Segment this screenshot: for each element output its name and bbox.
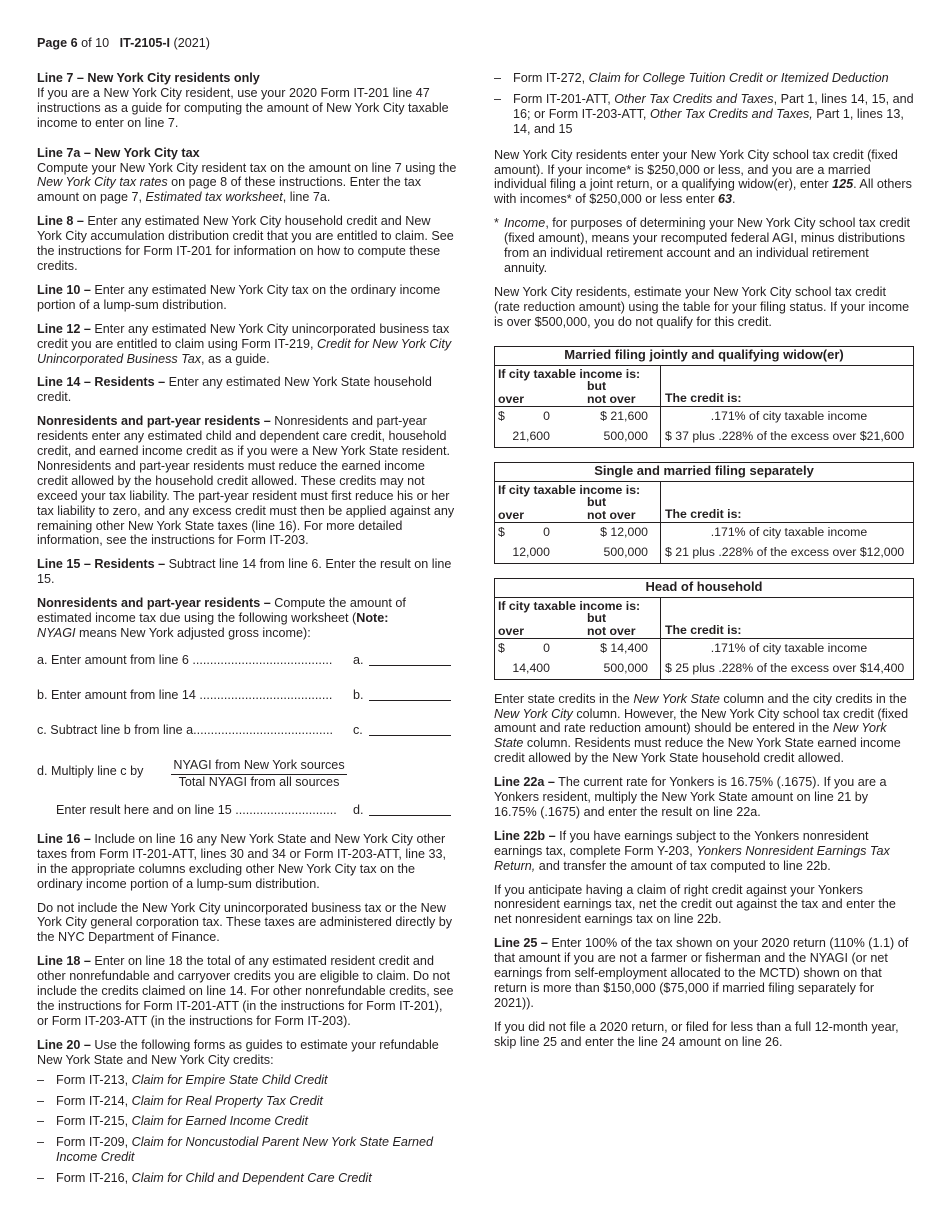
list-item: – Form IT-201-ATT, Other Tax Credits and Taxes, Part 1, lines 14, 15, and 16; or Form IT-203-ATT, Other Tax Credits and Taxes, Part 1, lines 13, 14, and 15 [494, 91, 914, 136]
worksheet-blank-b[interactable] [369, 700, 451, 701]
line7a-section [37, 146, 457, 206]
list-item: – Form IT-215, Claim for Earned Income Credit [37, 1114, 308, 1129]
claim-of-right-paragraph: If you anticipate having a claim of right credit against your Yonkers nonresident earnings tax, net the credit out against the tax and enter the net nonresident earnings tax on line 22b. [494, 882, 896, 927]
table-row: 14,400 500,000 $ 25 plus .228% of the excess over $14,400 [495, 659, 914, 680]
table-title: Head of household [495, 578, 914, 597]
table-row: $ 0 $ 21,600 .171% of city taxable income [495, 406, 914, 427]
list-item: – Form IT-214, Claim for Real Property Tax Credit [37, 1093, 323, 1108]
table-row: $ 0 $ 14,400 .171% of city taxable income [495, 638, 914, 659]
worksheet-line-c: c. Subtract line b from line a........................................ c. [37, 723, 457, 738]
credit-table [494, 346, 914, 448]
line20-paragraph: Line 20 – Use the following forms as guides to estimate your refundable New York State and New York City credits: [37, 1037, 439, 1067]
list-item: – Form IT-216, Claim for Child and Dependent Care Credit [37, 1171, 372, 1186]
line7a-text: Compute your New York City resident tax on the amount on line 7 using the New York City tax rates on page 8 of these instructions. Enter the tax amount on page 7, Estimated tax worksheet, line 7a. [37, 160, 457, 205]
line14-paragraph: Line 14 – Residents – Enter any estimated New York State household credit. [37, 375, 432, 405]
line7a-heading: Line 7a – New York City tax [37, 145, 200, 160]
do-not-include-paragraph: Do not include the New York City unincorporated business tax or the New York City general corporation tax. These taxes are administered directly by the NYC Department of Finance. [37, 900, 453, 945]
worksheet-line-a: a. Enter amount from line 6 ........................................ a. [37, 653, 457, 668]
table-title: Married filing jointly and qualifying widow(er) [495, 346, 914, 365]
table-title: Single and married filing separately [495, 462, 914, 481]
nonresidents-paragraph: Nonresidents and part-year residents – Nonresidents and part-year residents enter any estimated child and dependent care credit, household credit, and earned income credit as if you were a New York State resident. Nonresidents and part-year residents must reduce the earned income credit allowed by the household credit allowed. These credits may not exceed your tax liability. The part-year resident must first reduce his or her tax liability to zero, and any excess credit must then be applied against any remaining other New York State taxes (line 16). For more detailed information, see the instructions for Form IT-203. [37, 414, 455, 548]
page-total: of 10 [81, 36, 110, 50]
line16-paragraph: Line 16 – Include on line 16 any New York State and New York City other taxes from Form IT-201-ATT, lines 30 and 34 or Form IT-203-ATT, line 33, in the appropriate columns excluding other New York City tax on the ordinary income portion of a lump-sum distribution. [37, 831, 446, 891]
right-column [494, 71, 914, 1059]
table-header: If city taxable income is: but over not over The credit is: [495, 597, 914, 638]
table-header: If city taxable income is: but over not over The credit is: [495, 481, 914, 522]
no-return-paragraph: If you did not file a 2020 return, or filed for less than a full 12-month year, skip line 25 and enter the line 24 amount on line 26. [494, 1019, 899, 1049]
credit-table [494, 578, 914, 680]
worksheet-blank-d[interactable] [369, 815, 451, 816]
line18-paragraph: Line 18 – Enter on line 18 the total of any estimated resident credit and other nonrefundable and carryover credits you are eligible to claim. Do not include the credits claimed on line 14. For other nonrefundable credits, see the instructions for Form IT-201-ATT (in the instructions for Form IT-201), or Form IT-203-ATT (in the instructions for Form IT-203). [37, 954, 454, 1028]
line15-paragraph: Line 15 – Residents – Subtract line 14 from line 6. Enter the result on line 15. [37, 557, 452, 587]
line8-paragraph: Line 8 – Enter any estimated New York City household credit and New York City accumulation distribution credit that you are entitled to claim. See the instructions for Form IT-201 for information on how to compute these credits. [37, 214, 454, 273]
credit-table [494, 462, 914, 564]
page-header [37, 36, 210, 51]
credit-tables [494, 346, 914, 680]
line7-heading: Line 7 – New York City residents only [37, 71, 260, 85]
form-year: (2021) [173, 36, 210, 50]
line22b-paragraph: Line 22b – If you have earnings subject to the Yonkers nonresident earnings tax, complete Form Y-203, Yonkers Nonresident Earnings Tax Return, and transfer the amount of tax computed to line 22b. [494, 828, 890, 873]
form-number: IT-2105-I [119, 36, 171, 50]
income-footnote: * Income, for purposes of determining your New York City school tax credit (fixed amount), means your recomputed federal AGI, minus distributions from an individual retirement account and an individual retirement annuity. [494, 216, 911, 275]
worksheet-line-d-result: Enter result here and on line 15 ............................. d. [37, 803, 457, 818]
worksheet-line-b: b. Enter amount from line 14 ...................................... b. [37, 688, 457, 703]
table-row: 12,000 500,000 $ 21 plus .228% of the excess over $12,000 [495, 543, 914, 564]
worksheet-blank-c[interactable] [369, 735, 451, 736]
line12-paragraph: Line 12 – Enter any estimated New York City unincorporated business tax credit you are entitled to claim using Form IT-219, Credit for New York City Unincorporated Business Tax, as a guide. [37, 321, 452, 366]
list-item: – Form IT-272, Claim for College Tuition Credit or Itemized Deduction [494, 71, 889, 85]
worksheet-blank-a[interactable] [369, 665, 451, 666]
estimated-tax-worksheet [37, 653, 457, 818]
list-item: – Form IT-209, Claim for Noncustodial Parent New York State Earned Income Credit [37, 1135, 434, 1165]
nonresidents-worksheet-intro: Nonresidents and part-year residents – Compute the amount of estimated income tax due using the following worksheet (Note: NYAGI means New York adjusted gross income): [37, 596, 406, 640]
state-credits-paragraph: Enter state credits in the New York State column and the city credits in the New York City column. However, the New York City school tax credit (fixed amount and rate reduction amount) should be entered in the New York State column. Residents must reduce the New York State earned income credit allowed by the New York State household credit allowed. [494, 691, 909, 766]
page-number: Page 6 [37, 36, 78, 50]
line7-section [37, 71, 457, 131]
list-item: – Form IT-213, Claim for Empire State Child Credit [37, 1072, 328, 1087]
left-column [37, 71, 457, 1192]
nyagi-fraction: NYAGI from New York sources Total NYAGI from all sources [173, 757, 345, 789]
line22a-paragraph: Line 22a – The current rate for Yonkers is 16.75% (.1675). If you are a Yonkers resident, multiply the New York State amount on line 21 by 16.75% (.1675) and enter the result on line 22a. [494, 775, 887, 819]
table-header: If city taxable income is: but over not over The credit is: [495, 365, 914, 406]
table-row: 21,600 500,000 $ 37 plus .228% of the excess over $21,600 [495, 427, 914, 448]
forms-list-continued [494, 71, 914, 137]
table-row: $ 0 $ 12,000 .171% of city taxable income [495, 522, 914, 543]
school-tax-credit-paragraph: New York City residents enter your New York City school tax credit (fixed amount). If your income* is $250,000 or less, and you are a married individual filing a joint return, or a qualifying widow(er), enter 125. All others with incomes* of $250,000 or less enter 63. [494, 147, 912, 207]
rate-reduction-paragraph: New York City residents, estimate your New York City school tax credit (rate reduction amount) using the table for your filing status. If your income is over $500,000, you do not qualify for this credit. [494, 284, 910, 329]
line10-paragraph: Line 10 – Enter any estimated New York City tax on the ordinary income portion of a lump-sum distribution. [37, 282, 441, 312]
worksheet-line-d: d. Multiply line c by NYAGI from New York sources Total NYAGI from all sources [37, 764, 457, 779]
refundable-forms-list [37, 1073, 457, 1186]
line25-paragraph: Line 25 – Enter 100% of the tax shown on your 2020 return (110% (1.1) of that amount if you are not a farmer or fisherman and the NYAGI (or net earnings from self-employment allocated to the MCTD) shown on that return is more than $150,000 ($75,000 if married filing separately for 2021)). [494, 936, 909, 1010]
line7-text: If you are a New York City resident, use your 2020 Form IT-201 line 47 instructions as a guide for computing the amount of New York City taxable income to enter on line 7. [37, 85, 449, 130]
